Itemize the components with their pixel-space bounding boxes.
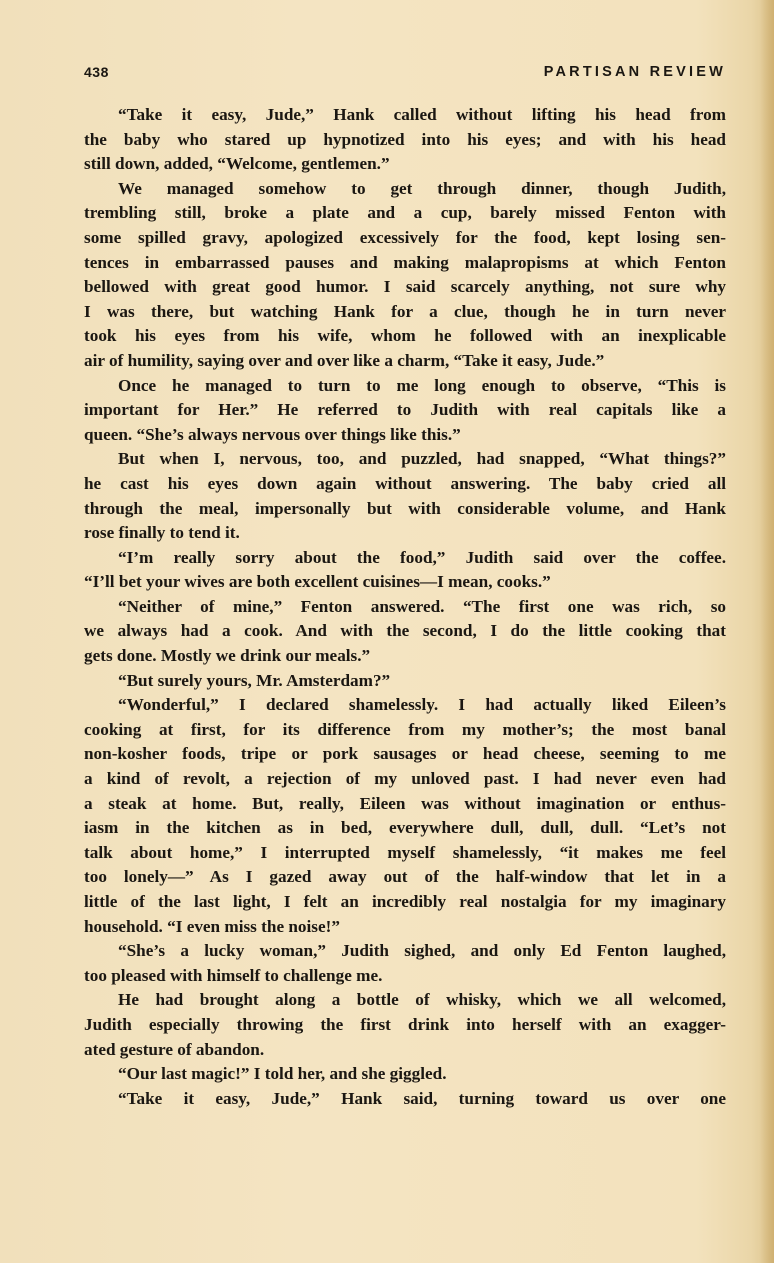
text-line: trembling still, broke a plate and a cup, barely missed Fenton with [84,203,726,223]
text-line: gets done. Mostly we drink our meals.” [84,646,371,666]
text-line: He had brought along a bottle of whisky, which we all welcomed, [118,990,726,1010]
body-text [84,103,726,1111]
text-line: too pleased with himself to challenge me. [84,965,383,985]
text-line: the baby who stared up hypnotized into his eyes; and with his head [84,129,726,149]
text-line: “Neither of mine,” Fenton answered. “The first one was rich, so [118,596,726,616]
text-line: we always had a cook. And with the second, I do the little cooking that [84,621,726,641]
text-line: queen. “She’s always nervous over things like this.” [84,424,461,444]
text-line: “Wonderful,” I declared shamelessly. I had actually liked Eileen’s [118,695,726,715]
text-line: “I’m really sorry about the food,” Judith said over the coffee. [118,547,726,567]
text-line: took his eyes from his wife, whom he followed with an inexplicable [84,326,726,346]
text-line: “Take it easy, Jude,” Hank said, turning toward us over one [118,1088,726,1108]
text-line: “Take it easy, Jude,” Hank called without lifting his head from [118,105,726,124]
text-line: “She’s a lucky woman,” Judith sighed, and only Ed Fenton laughed, [118,941,726,961]
text-line: he cast his eyes down again without answering. The baby cried all [84,473,726,493]
text-line: “Our last magic!” I told her, and she giggled. [118,1064,447,1084]
text-line: I was there, but watching Hank for a clue, though he in turn never [84,301,726,321]
text-line: through the meal, impersonally but with considerable volume, and Hank [84,498,726,518]
page-edge-shadow [760,0,774,1263]
text-line: too lonely—” As I gazed away out of the half-window that let in a [84,867,726,887]
running-head: PARTISAN REVIEW [543,64,726,80]
text-line: some spilled gravy, apologized excessively for the food, kept losing sen- [84,227,726,247]
text-line: talk about home,” I interrupted myself shamelessly, “it makes me feel [84,842,726,862]
text-line: rose finally to tend it. [84,523,240,543]
text-line: a steak at home. But, really, Eileen was without imagination or enthus- [84,793,726,813]
text-line: We managed somehow to get through dinner, though Judith, [118,178,726,198]
text-line: tences in embarrassed pauses and making malapropisms at which Fenton [84,252,726,272]
text-line: a kind of revolt, a rejection of my unloved past. I had never even had [84,769,726,789]
text-line: iasm in the kitchen as in bed, everywhere dull, dull, dull. “Let’s not [84,818,726,838]
text-line: Once he managed to turn to me long enough to observe, “This is [118,375,726,395]
text-line: air of humility, saying over and over like a charm, “Take it easy, Jude.” [84,350,605,370]
text-line: non-kosher foods, tripe or pork sausages or head cheese, seeming to me [84,744,726,764]
page-header [84,64,726,86]
text-line: “But surely yours, Mr. Amsterdam?” [118,670,391,690]
text-line: bellowed with great good humor. I said scarcely anything, not sure why [84,277,726,297]
text-line: But when I, nervous, too, and puzzled, had snapped, “What things?” [118,449,726,469]
text-line: still down, added, “Welcome, gentlemen.” [84,154,390,174]
text-line: important for Her.” He referred to Judith with real capitals like a [84,400,726,420]
text-line: Judith especially throwing the first drink into herself with an exagger- [84,1014,726,1034]
text-line: “I’ll bet your wives are both excellent cuisines—I mean, cooks.” [84,572,551,592]
text-line: cooking at first, for its difference from my mother’s; the most banal [84,719,726,739]
text-line: little of the last light, I felt an incredibly real nostalgia for my imaginary [84,892,726,911]
page-number: 438 [84,64,109,80]
text-line: household. “I even miss the noise!” [84,916,340,936]
text-line: ated gesture of abandon. [84,1039,265,1059]
